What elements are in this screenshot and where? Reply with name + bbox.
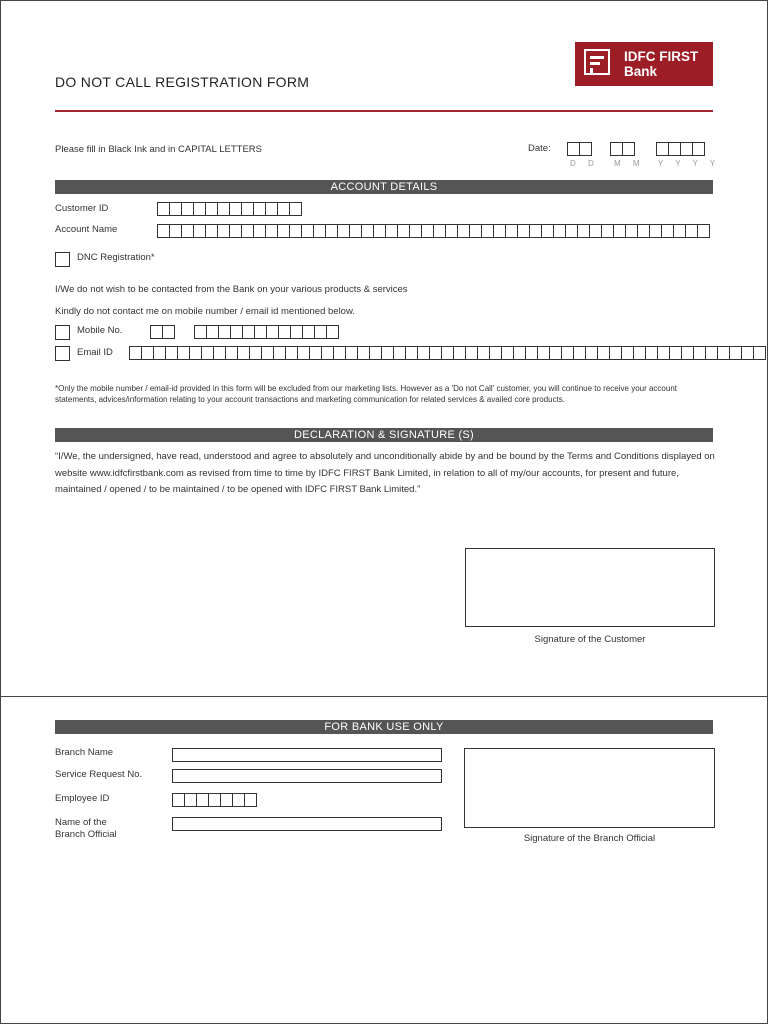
dnc-registration-label: DNC Registration* xyxy=(77,252,155,263)
official-name-field[interactable] xyxy=(172,817,442,831)
section-divider xyxy=(0,696,768,697)
form-title: DO NOT CALL REGISTRATION FORM xyxy=(55,74,310,90)
customer-id-boxes[interactable] xyxy=(157,202,301,216)
date-label: Date: xyxy=(528,143,551,154)
logo-line-2: Bank xyxy=(624,64,658,79)
char-box[interactable] xyxy=(244,793,257,807)
account-name-boxes[interactable] xyxy=(157,224,709,238)
customer-signature-label: Signature of the Customer xyxy=(534,634,646,645)
email-boxes[interactable] xyxy=(129,346,765,360)
official-name-line-2: Branch Official xyxy=(55,829,117,840)
instructions-text: Please fill in Black Ink and in CAPITAL LETTERS xyxy=(55,144,262,155)
bank-logo xyxy=(575,42,713,86)
branch-official-signature-label: Signature of the Branch Official xyxy=(523,833,656,844)
date-day-boxes[interactable] xyxy=(567,142,591,156)
mobile-number-boxes[interactable] xyxy=(194,325,338,339)
official-name-line-1: Name of the xyxy=(55,817,107,828)
mobile-checkbox[interactable] xyxy=(55,325,70,340)
char-box[interactable] xyxy=(289,202,302,216)
declaration-heading: DECLARATION & SIGNATURE (S) xyxy=(55,428,713,442)
service-request-field[interactable] xyxy=(172,769,442,783)
logo-text xyxy=(624,49,698,79)
char-box[interactable] xyxy=(162,325,175,339)
official-name-label xyxy=(55,817,117,841)
account-name-label: Account Name xyxy=(55,224,118,235)
date-year-boxes[interactable] xyxy=(656,142,704,156)
customer-id-label: Customer ID xyxy=(55,203,109,214)
employee-id-label: Employee ID xyxy=(55,793,110,804)
date-day-hint: D D xyxy=(570,159,599,168)
service-request-label: Service Request No. xyxy=(55,769,143,780)
dnc-statement-1: I/We do not wish to be contacted from the Bank on your various products & services xyxy=(55,284,408,295)
branch-official-signature-box[interactable] xyxy=(464,748,715,828)
branch-name-field[interactable] xyxy=(172,748,442,762)
dnc-registration-checkbox[interactable] xyxy=(55,252,70,267)
mobile-code-boxes[interactable] xyxy=(150,325,174,339)
exclusion-note: *Only the mobile number / email-id provided in this form will be excluded from our marketing lists. However as a 'Do not Call' customer, you will continue to receive your account statements, advices/information relating to your account transactions and marketing communication for related services & availed core products. xyxy=(55,384,677,404)
branch-name-label: Branch Name xyxy=(55,747,114,758)
account-details-heading: ACCOUNT DETAILS xyxy=(55,180,713,194)
email-label: Email ID xyxy=(77,347,113,358)
logo-mark-icon xyxy=(584,49,614,79)
employee-id-boxes[interactable] xyxy=(172,793,256,807)
date-month-boxes[interactable] xyxy=(610,142,634,156)
logo-line-1: IDFC FIRST xyxy=(624,49,699,64)
customer-signature-box[interactable] xyxy=(465,548,715,627)
mobile-label: Mobile No. xyxy=(77,325,123,336)
header-rule xyxy=(55,110,713,112)
char-box[interactable] xyxy=(697,224,710,238)
bank-use-heading: FOR BANK USE ONLY xyxy=(55,720,713,734)
dnc-statement-2: Kindly do not contact me on mobile number / email id mentioned below. xyxy=(55,306,355,317)
email-checkbox[interactable] xyxy=(55,346,70,361)
char-box[interactable] xyxy=(326,325,339,339)
declaration-text: “I/We, the undersigned, have read, understood and agree to absolutely and unconditionally abide by and be bound by the Terms and Conditions displayed on website www.idfcfirstbank.com as revised from time to time by IDFC FIRST Bank Limited, in relation to all of my/our accounts, for present and future, maintained / opened / to be maintained / to be opened with IDFC FIRST Bank Limited.” xyxy=(55,451,715,495)
date-month-hint: M M xyxy=(614,159,645,168)
date-year-hint: Y Y Y Y xyxy=(658,159,721,168)
char-box[interactable] xyxy=(753,346,766,360)
